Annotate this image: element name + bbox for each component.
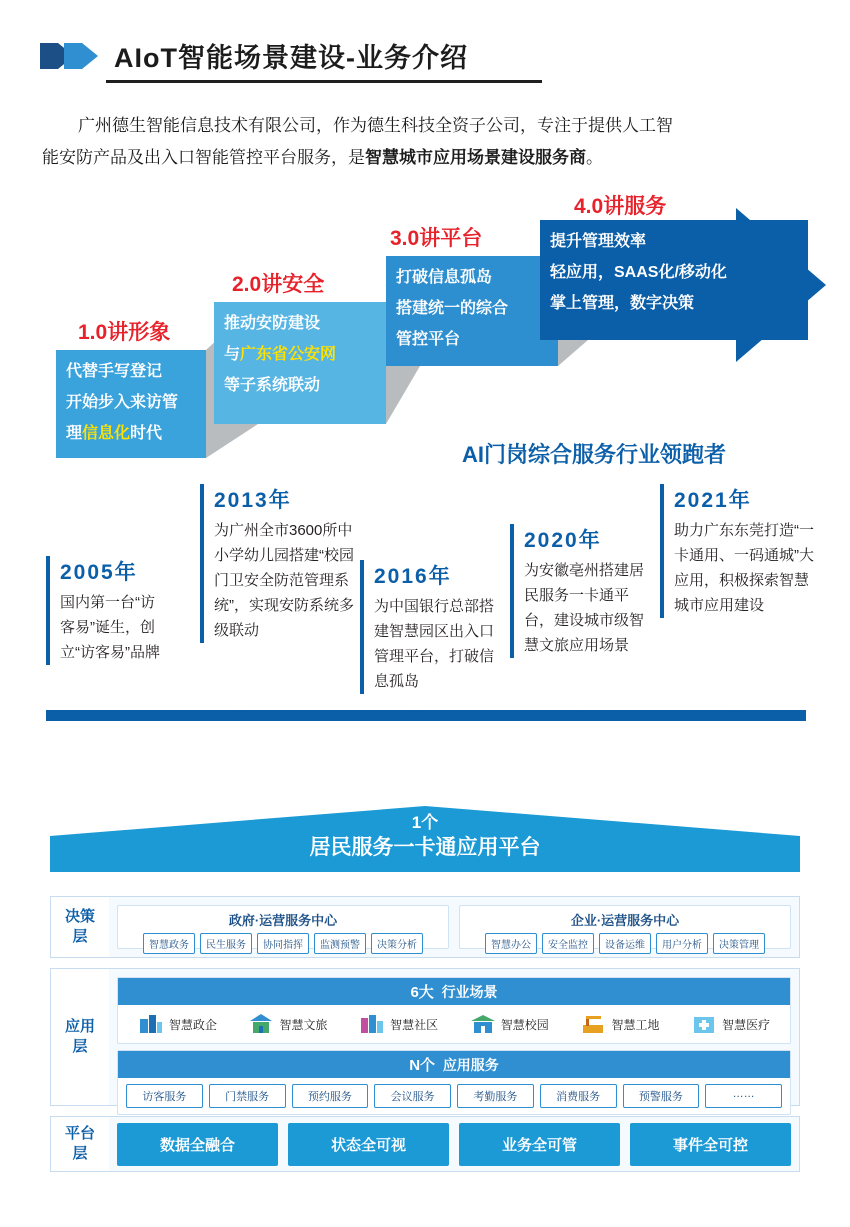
page-title: AIoT智能场景建设-业务介绍 [114, 43, 468, 73]
intro-line-1: 广州德生智能信息技术有限公司，作为德生科技全资子公司，专注于提供人工智 [78, 116, 673, 135]
application-layer-body [109, 969, 799, 1105]
service-chip[interactable]: 预约服务 [292, 1084, 369, 1108]
timeline-text: 为中国银行总部搭建智慧园区出入口管理平台，打破信息孤岛 [374, 598, 495, 690]
timeline-arrow-icon: ⟶ [398, 705, 420, 722]
title-underline [106, 80, 542, 83]
building-icon [138, 1013, 164, 1035]
decision-chip[interactable]: 用户分析 [656, 933, 708, 954]
timeline-year: 2013年 [214, 489, 292, 512]
scene-item[interactable] [470, 1013, 549, 1035]
community-icon [359, 1013, 385, 1035]
platform-capability[interactable]: 业务全可管 [459, 1123, 620, 1166]
decision-col-government [117, 905, 449, 949]
platform-tag-line2: 层 [72, 1145, 88, 1162]
timeline-arrow-icon: ⟶ [222, 705, 244, 722]
platform-capability[interactable]: 状态全可视 [288, 1123, 449, 1166]
decision-chip[interactable]: 监测预警 [314, 933, 366, 954]
scene-label: 智慧校园 [500, 1017, 549, 1032]
platform-tag-line1: 平台 [64, 1125, 95, 1142]
stage-4-line-1: 提升管理效率 [550, 233, 647, 250]
decision-chip[interactable]: 智慧政务 [143, 933, 195, 954]
application-tag-line2: 层 [72, 1038, 88, 1055]
service-band-label: 应用服务 [442, 1057, 499, 1073]
decision-layer-tag [51, 897, 109, 957]
stage-1-line-2: 开始步入来访管 [66, 394, 179, 411]
roof-count: 1个 [411, 813, 439, 832]
timeline-year: 2005年 [60, 561, 138, 584]
timeline-arrow-icon: ⟶ [718, 705, 740, 722]
stage-2-line-3: 等子系统联动 [224, 377, 321, 394]
stage-2-line-2: 与广东省公安网 [224, 346, 337, 363]
platform-capability[interactable]: 事件全可控 [630, 1123, 791, 1166]
scene-label: 智慧政企 [168, 1017, 217, 1032]
timeline-text: 助力广东东莞打造“一卡通用、一码通城”大应用，积极探索智慧城市应用建设 [674, 522, 814, 614]
industry-scenes-block [117, 977, 791, 1044]
timeline-year: 2016年 [374, 565, 452, 588]
application-tag-line1: 应用 [64, 1018, 95, 1035]
service-chip[interactable]: 消费服务 [540, 1084, 617, 1108]
stage-1-line-3: 理信息化时代 [66, 425, 163, 442]
scene-label: 智慧社区 [390, 1017, 439, 1032]
decision-layer [50, 896, 800, 958]
timeline-item-2013 [200, 484, 355, 643]
decision-tag-line2: 层 [72, 928, 88, 945]
scene-label: 智慧文旅 [279, 1017, 328, 1032]
decision-chip[interactable]: 智慧办公 [485, 933, 537, 954]
intro-line-2c: 。 [586, 148, 603, 167]
leader-slogan: AI门岗综合服务行业领跑者 [462, 442, 727, 467]
decision-chip[interactable]: 设备运维 [599, 933, 651, 954]
scene-band-label: 行业场景 [441, 984, 498, 1000]
decision-chip[interactable]: 决策管理 [713, 933, 765, 954]
scene-item[interactable] [580, 1013, 659, 1035]
intro-highlight: 智慧城市应用场景建设服务商 [365, 148, 586, 167]
platform-roof [50, 806, 800, 872]
decision-chip[interactable]: 安全监控 [542, 933, 594, 954]
service-chip[interactable]: 门禁服务 [209, 1084, 286, 1108]
application-services-block [117, 1050, 791, 1115]
stage-label-2: 2.0讲安全 [232, 273, 325, 296]
stage-box-2 [214, 302, 386, 424]
scene-item[interactable] [248, 1013, 327, 1035]
scene-count: 6大 [410, 984, 434, 1001]
timeline-axis [46, 710, 806, 721]
intro-paragraph [42, 110, 812, 174]
stage-label-4: 4.0讲服务 [574, 195, 667, 218]
platform-capability[interactable]: 数据全融合 [117, 1123, 278, 1166]
application-layer-tag [51, 969, 109, 1105]
stage-label-3: 3.0讲平台 [390, 227, 483, 250]
intro-line-2a: 能安防产品及出入口智能管控平台服务，是 [42, 148, 365, 167]
roof-title: 居民服务一卡通应用平台 [309, 836, 541, 859]
platform-architecture [0, 800, 850, 1220]
stage-box-1 [56, 350, 206, 458]
service-count: N个 [409, 1057, 436, 1074]
timeline-year: 2020年 [524, 529, 602, 552]
timeline-item-2016 [360, 560, 505, 694]
timeline-year: 2021年 [674, 489, 752, 512]
timeline-item-2021 [660, 484, 820, 618]
stage-box-3 [386, 256, 558, 366]
application-layer [50, 968, 800, 1106]
page-header [40, 36, 468, 75]
service-chip-more[interactable]: …… [705, 1084, 782, 1108]
stage-4-line-3: 掌上管理，数字决策 [550, 295, 695, 312]
decision-col-enterprise [459, 905, 791, 949]
stage-label-1: 1.0讲形象 [78, 321, 171, 344]
scene-band [118, 978, 790, 1005]
service-band [118, 1051, 790, 1078]
stage-box-4 [540, 220, 808, 340]
decision-chip[interactable]: 决策分析 [371, 933, 423, 954]
decision-col-title: 政府·运营服务中心 [228, 913, 338, 928]
decision-layer-body [109, 897, 799, 957]
service-chip[interactable]: 会议服务 [374, 1084, 451, 1108]
stage-evolution-graphic [0, 180, 850, 480]
scene-item[interactable] [691, 1013, 770, 1035]
timeline-arrow-icon: ⟶ [560, 705, 582, 722]
scene-label: 智慧医疗 [722, 1017, 771, 1032]
crane-icon [580, 1013, 606, 1035]
scene-item[interactable] [138, 1013, 217, 1035]
decision-col-title: 企业·运营服务中心 [570, 913, 680, 928]
stage-1-line-1: 代替手写登记 [66, 363, 163, 380]
service-chip[interactable]: 访客服务 [126, 1084, 203, 1108]
stage-3-line-3: 管控平台 [396, 331, 461, 348]
timeline-text: 为安徽亳州搭建居民服务一卡通平台，建设城市级智慧文旅应用场景 [524, 562, 645, 654]
company-timeline [0, 470, 850, 750]
scene-item[interactable] [359, 1013, 438, 1035]
double-chevron-right-icon [40, 41, 98, 71]
decision-chip[interactable]: 民生服务 [200, 933, 252, 954]
platform-layer-tag [51, 1117, 109, 1171]
pagoda-icon [248, 1013, 274, 1035]
hospital-icon [691, 1013, 717, 1035]
platform-layer [50, 1116, 800, 1172]
service-chip[interactable]: 预警服务 [623, 1084, 700, 1108]
stage-2-line-1: 推动安防建设 [224, 315, 321, 332]
timeline-item-2020 [510, 524, 658, 658]
roof-text [50, 812, 800, 862]
stage-3-line-1: 打破信息孤岛 [396, 269, 493, 286]
scene-label: 智慧工地 [611, 1017, 660, 1032]
school-icon [470, 1013, 496, 1035]
timeline-text: 国内第一台“访客易”诞生，创立“访客易”品牌 [60, 594, 160, 661]
timeline-item-2005 [46, 556, 161, 665]
stage-4-line-2: 轻应用，SAAS化/移动化 [550, 264, 727, 281]
decision-chip[interactable]: 协同指挥 [257, 933, 309, 954]
decision-tag-line1: 决策 [64, 908, 95, 925]
timeline-text: 为广州全市3600所中小学幼儿园搭建“校园门卫安全防范管理系统”，实现安防系统多级联动 [214, 522, 354, 639]
service-chip[interactable]: 考勤服务 [457, 1084, 534, 1108]
stage-3-line-2: 搭建统一的综合 [396, 300, 509, 317]
platform-layer-body [109, 1117, 799, 1171]
